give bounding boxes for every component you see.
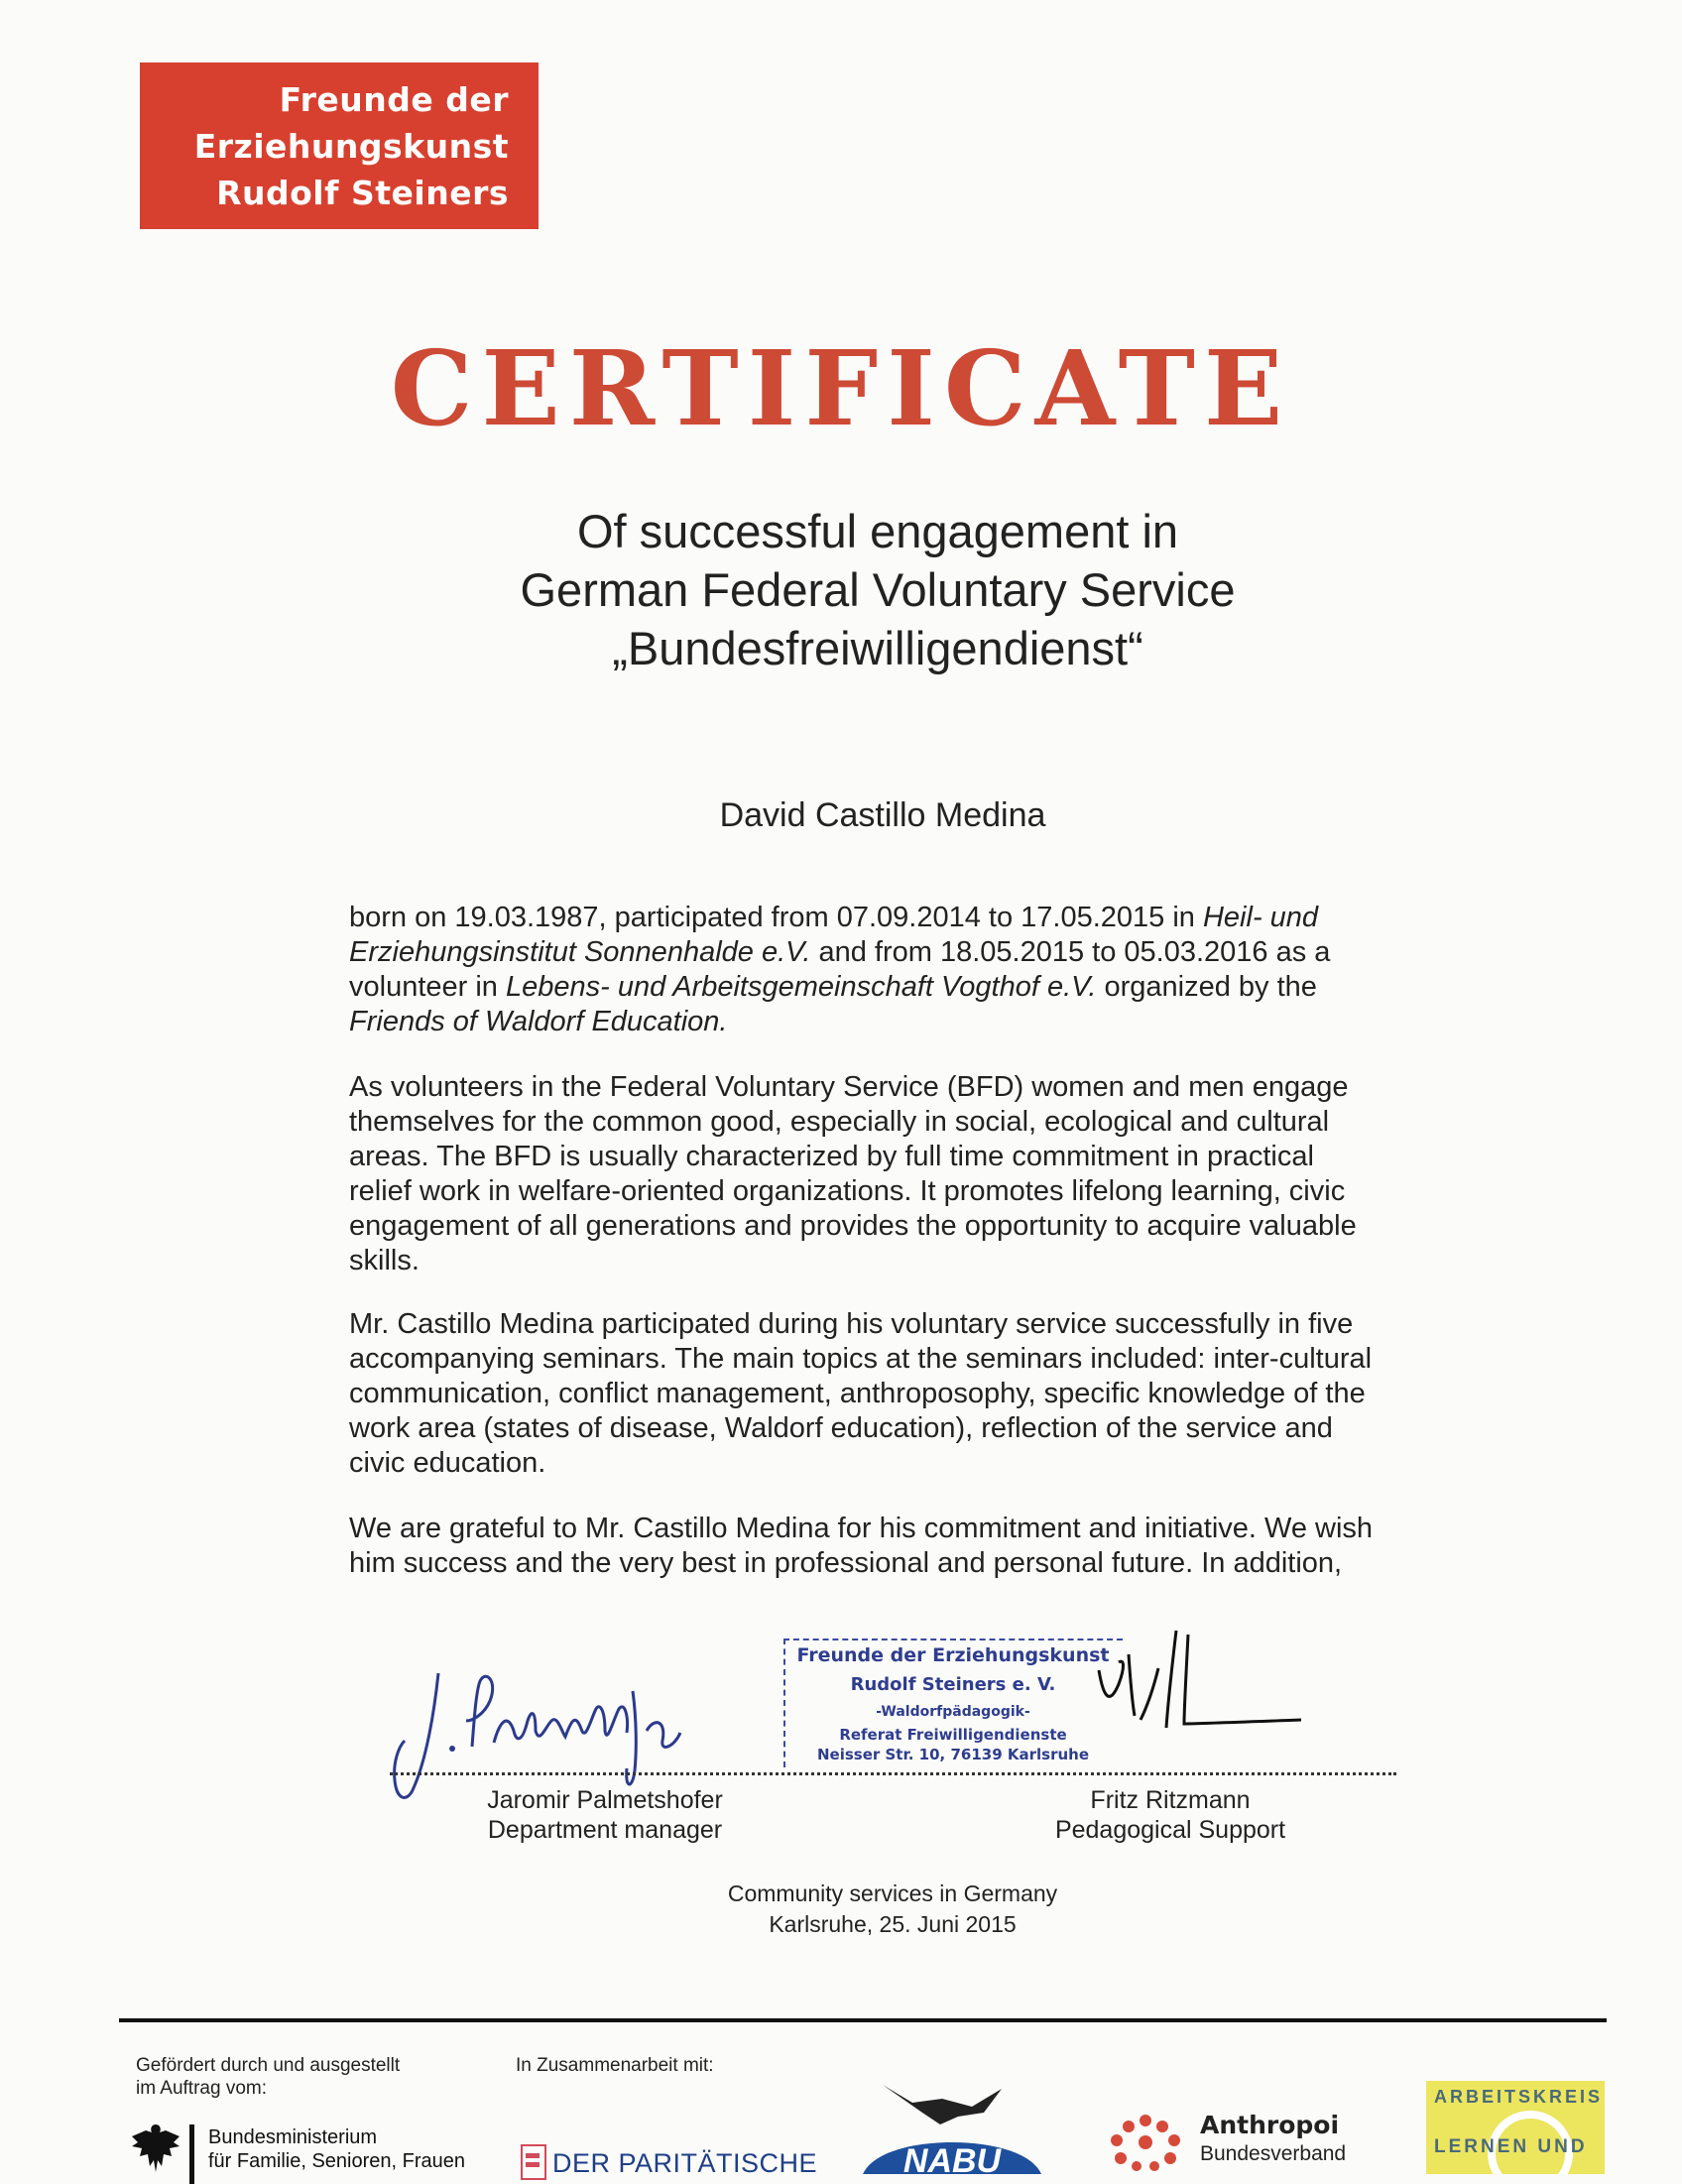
federal-eagle-icon [130, 2121, 181, 2174]
recipient-name: David Castillo Medina [719, 796, 1046, 834]
para1-line-3 [349, 970, 1460, 1005]
anthropoi-icon [1101, 2111, 1190, 2174]
signer-left-role: Department manager [487, 1816, 723, 1844]
paragraph-bfd-description [349, 1070, 1460, 1278]
signer-right-name: Fritz Ritzmann [1090, 1786, 1251, 1814]
stamp-line-4: Referat Freiwilligendienste [839, 1726, 1067, 1744]
para1-text: organized by the [1096, 971, 1317, 1003]
para2-line: engagement of all generations and provides the opportunity to acquire valuable [349, 1210, 1357, 1242]
para2-line: themselves for the common good, especially in social, ecological and cultural [349, 1106, 1330, 1138]
subtitle-line-3: „Bundesfreiwilligendienst“ [612, 622, 1143, 674]
signature-line [390, 1772, 1396, 1775]
para1-text: and from 18.05.2015 to 05.03.2016 as a [810, 936, 1331, 968]
stork-icon [883, 2085, 1002, 2124]
signature-right [1089, 1625, 1327, 1744]
signer-right [1021, 1785, 1319, 1845]
signer-right-role: Pedagogical Support [1054, 1816, 1286, 1844]
para3-line: work area (states of disease, Waldorf education), reflection of the service and [349, 1412, 1333, 1444]
issue-place-date [0, 1879, 1682, 1940]
organizer-name: Friends of Waldorf Education. [349, 1006, 728, 1037]
ministry-name-line-2: für Familie, Senioren, Frauen [208, 2150, 466, 2172]
para1-text: volunteer in [349, 971, 506, 1003]
para1-line-2 [349, 935, 1460, 970]
arbeitskreis-logo [1426, 2081, 1605, 2174]
logo-line-2: Erziehungskunst [193, 127, 509, 166]
arbeitskreis-line-1: ARBEITSKREIS [1434, 2087, 1604, 2107]
ministry-name-line-1: Bundesministerium [208, 2126, 378, 2148]
stamp-line-5: Neisser Str. 10, 76139 Karlsruhe [816, 1746, 1089, 1763]
para3-line: communication, conflict management, anthroposophy, specific knowledge of the [349, 1378, 1366, 1409]
paritaetische-logo [521, 2140, 818, 2180]
stamp-line-2: Rudolf Steiners e. V. [850, 1674, 1056, 1695]
paragraph-seminars [349, 1307, 1460, 1481]
anthropoi-subtitle: Bundesverband [1200, 2142, 1347, 2165]
signer-left-name: Jaromir Palmetshofer [487, 1786, 723, 1814]
ministry-name [208, 2125, 465, 2173]
para3-line: Mr. Castillo Medina participated during his voluntary service successfully in five [349, 1308, 1354, 1340]
organization-stamp [783, 1638, 1123, 1767]
paritaetische-name: DER PARITÄTISCHE [552, 2148, 818, 2178]
stamp-line-3: -Waldorfpädagogik- [876, 1704, 1030, 1720]
para4-line: him success and the very best in professional and personal future. In addition, [349, 1547, 1343, 1579]
nabu-logo [853, 2073, 1051, 2174]
cooperation-label: In Zusammenarbeit mit: [516, 2055, 714, 2076]
funded-by-label-line-2: im Auftrag vom: [136, 2078, 267, 2099]
institution-name-1a: Heil- und [1202, 902, 1319, 933]
nabu-text: NABU [902, 2142, 1002, 2174]
signer-left [466, 1785, 744, 1845]
footer-line-1: Community services in Germany [727, 1881, 1058, 1906]
para2-line: areas. The BFD is usually characterized by full time commitment in practical [349, 1141, 1314, 1172]
certificate-title: CERTIFICATE [390, 327, 1292, 449]
footer-line-2: Karlsruhe, 25. Juni 2015 [769, 1911, 1017, 1937]
subtitle-line-1: Of successful engagement in [576, 505, 1179, 557]
para4-line: We are grateful to Mr. Castillo Medina for his commitment and initiative. We wish [349, 1513, 1374, 1544]
subtitle-line-2: German Federal Voluntary Service [520, 563, 1236, 616]
para1-line-1 [349, 901, 1460, 935]
anthropoi-name: Anthropoi [1200, 2111, 1340, 2139]
para2-line: skills. [349, 1245, 420, 1276]
logo-line-3: Rudolf Steiners [216, 174, 509, 212]
paragraph-gratitude [349, 1512, 1460, 1581]
funded-by-label [136, 2054, 400, 2100]
para2-line: relief work in welfare-oriented organizations. It promotes lifelong learning, civic [349, 1175, 1346, 1207]
certificate-subtitle [0, 502, 1682, 677]
ministry-logo-bar [189, 2124, 194, 2184]
para3-line: civic education. [349, 1447, 546, 1479]
institution-name-1b: Erziehungsinstitut Sonnenhalde e.V. [349, 936, 811, 968]
organization-logo [140, 62, 539, 229]
paritaetische-mark-bar [526, 2162, 540, 2167]
logo-line-1: Freunde der [279, 80, 509, 119]
paritaetische-mark-bar [526, 2153, 540, 2158]
footer-divider [119, 2018, 1607, 2022]
paragraph-service-details [349, 901, 1460, 1039]
arbeitskreis-line-2: LERNEN UND [1434, 2136, 1588, 2157]
para1-text: born on 19.03.1987, participated from 07.09.2014 to 17.05.2015 in [349, 902, 1203, 933]
funded-by-label-line-1: Gefördert durch und ausgestellt [136, 2055, 401, 2076]
para3-line: accompanying seminars. The main topics at the seminars included: inter-cultural [349, 1343, 1373, 1375]
stamp-line-1: Freunde der Erziehungskunst [796, 1644, 1110, 1666]
institution-name-2: Lebens- und Arbeitsgemeinschaft Vogthof e.V. [506, 971, 1097, 1003]
para2-line: As volunteers in the Federal Voluntary Service (BFD) women and men engage [349, 1071, 1349, 1103]
